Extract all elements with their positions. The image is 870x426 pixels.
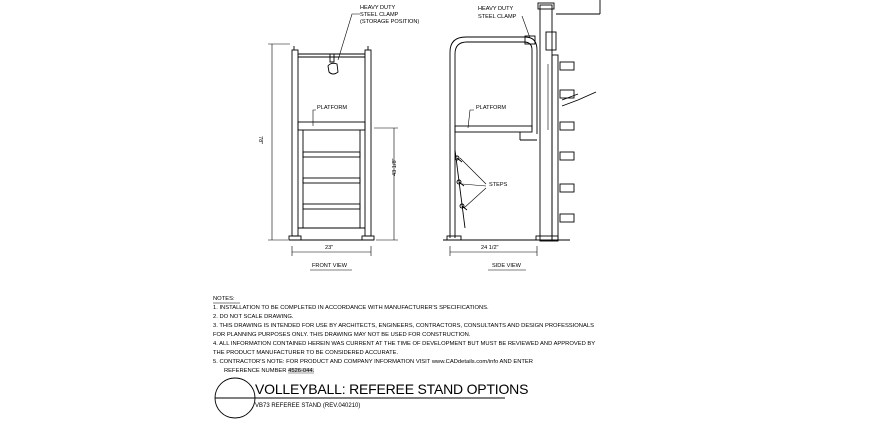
front-right-post bbox=[365, 50, 371, 236]
note-line: THE PRODUCT MANUFACTURER TO BE CONSIDERED ACCURATE. bbox=[213, 350, 399, 356]
side-steps-label: STEPS bbox=[489, 182, 508, 188]
front-left-post bbox=[292, 50, 298, 236]
notes-heading: NOTES: bbox=[213, 296, 235, 302]
note-line: 4. ALL INFORMATION CONTAINED HEREIN WAS CURRENT AT THE TIME OF DEVELOPMENT BUT MUST BE REVIEWED AND APPROVED BY bbox=[213, 341, 596, 347]
side-clamp-icon bbox=[546, 32, 556, 50]
side-platform bbox=[455, 126, 532, 132]
side-clamp-label-2: STEEL CLAMP bbox=[478, 14, 517, 20]
drawing-title: VOLLEYBALL: REFEREE STAND OPTIONS bbox=[255, 381, 529, 397]
note-line: 2. DO NOT SCALE DRAWING. bbox=[213, 314, 294, 320]
front-platform bbox=[298, 122, 365, 130]
side-platform-label: PLATFORM bbox=[476, 105, 507, 111]
drawing-subtitle: VB73 REFEREE STAND (REV.040210) bbox=[255, 403, 361, 409]
side-width-dim: 24 1/2" bbox=[481, 245, 499, 251]
reference-prefix: REFERENCE NUMBER bbox=[224, 368, 289, 374]
front-view-label: FRONT VIEW bbox=[312, 263, 348, 269]
front-clamp-label-1: HEAVY DUTY bbox=[360, 5, 396, 11]
front-height-platform-dim: 43 1/8" bbox=[392, 158, 398, 176]
side-clamp-label-1: HEAVY DUTY bbox=[478, 6, 514, 12]
reference-line bbox=[224, 369, 314, 375]
front-clamp-label-3: (STORAGE POSITION) bbox=[360, 19, 420, 25]
front-view-drawing bbox=[268, 14, 398, 270]
note-line: FOR PLANNING PURPOSES ONLY. THIS DRAWING MAY NOT BE USED FOR CONSTRUCTION. bbox=[213, 332, 471, 338]
side-view-drawing bbox=[443, 0, 600, 270]
front-clamp-icon bbox=[328, 63, 338, 74]
note-line: 5. CONTRACTOR'S NOTE: FOR PRODUCT AND COMPANY INFORMATION VISIT www.CADdetails.com/info AND ENTER bbox=[213, 359, 533, 365]
side-view-label: SIDE VIEW bbox=[492, 263, 521, 269]
front-platform-label: PLATFORM bbox=[317, 105, 348, 111]
note-line: 1. INSTALLATION TO BE COMPLETED IN ACCORDANCE WITH MANUFACTURER'S SPECIFICATIONS. bbox=[213, 305, 489, 311]
front-height-total-dim: 78" bbox=[257, 136, 263, 145]
reference-number: 4526-044. bbox=[288, 368, 315, 374]
front-clamp-label-2: STEEL CLAMP bbox=[360, 12, 399, 18]
note-line: 3. THIS DRAWING IS INTENDED FOR USE BY ARCHITECTS, ENGINEERS, CONTRACTORS, CONSULTANTS AND DESIGN PROFESSIONALS bbox=[213, 323, 594, 329]
front-width-dim: 23" bbox=[325, 245, 334, 251]
